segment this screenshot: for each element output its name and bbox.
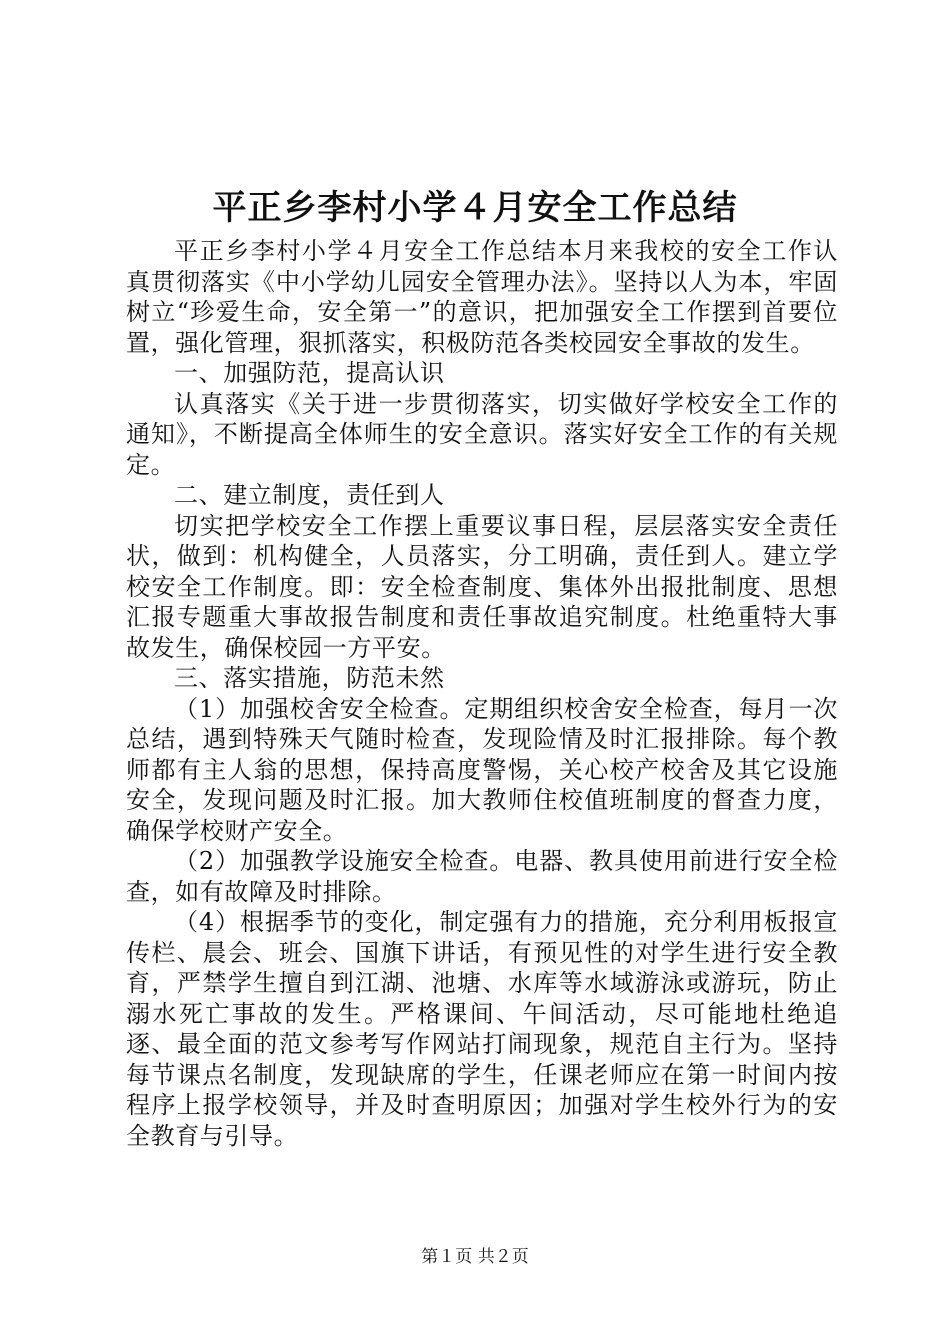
document-title: 平正乡李村小学４月安全工作总结 [212,188,738,228]
section-2-paragraph-1: 切实把学校安全工作摆上重要议事日程，层层落实安全责任状，做到：机构健全，人员落实，分工明确，责任到人。建立学校安全工作制度。即：安全检查制度、集体外出报批制度、思想汇报专题重大事故报告制度和责任事故追究制度。杜绝重特大事故发生，确保校园一方平安。 [126,511,838,662]
intro-paragraph: 平正乡李村小学４月安全工作总结本月来我校的安全工作认真贯彻落实《中小学幼儿园安全管理办法》。坚持以人为本，牢固树立“珍爱生命，安全第一”的意识，把加强安全工作摆到首要位置，强化管理，狠抓落实，积极防范各类校园安全事故的发生。 [126,237,838,357]
page-footer: 第１页 共２页 [421,1247,529,1267]
document-body [126,236,838,1151]
section-heading-1: 一、加强防范，提高认识 [174,359,445,387]
section-heading-3: 三、落实措施，防范未然 [174,664,445,692]
section-heading-2: 二、建立制度，责任到人 [174,481,445,509]
section-1-paragraph-1: 认真落实《关于进一步贯彻落实，切实做好学校安全工作的通知》，不断提高全体师生的安全意识。落实好安全工作的有关规定。 [126,389,838,479]
section-3-paragraph-1: （1）加强校舍安全检查。定期组织校舍安全检查，每月一次总结，遇到特殊天气随时检查，发现险情及时汇报排除。每个教师都有主人翁的思想，保持高度警惕，关心校产校舍及其它设施安全，发现问题及时汇报。加大教师住校值班制度的督查力度，确保学校财产安全。 [126,694,838,845]
section-3-paragraph-3: （4）根据季节的变化，制定强有力的措施，充分利用板报宣传栏、晨会、班会、国旗下讲话，有预见性的对学生进行安全教育，严禁学生擅自到江湖、池塘、水库等水域游泳或游玩，防止溺水死亡事故的发生。严格课间、午间活动，尽可能地杜绝追逐、最全面的范文参考写作网站打闹现象，规范自主行为。坚持每节课点名制度，发现缺席的学生，任课老师应在第一时间内按程序上报学校领导，并及时查明原因；加强对学生校外行为的安全教育与引导。 [126,908,838,1150]
section-3-paragraph-2: （2）加强教学设施安全检查。电器、教具使用前进行安全检查，如有故障及时排除。 [126,847,838,906]
